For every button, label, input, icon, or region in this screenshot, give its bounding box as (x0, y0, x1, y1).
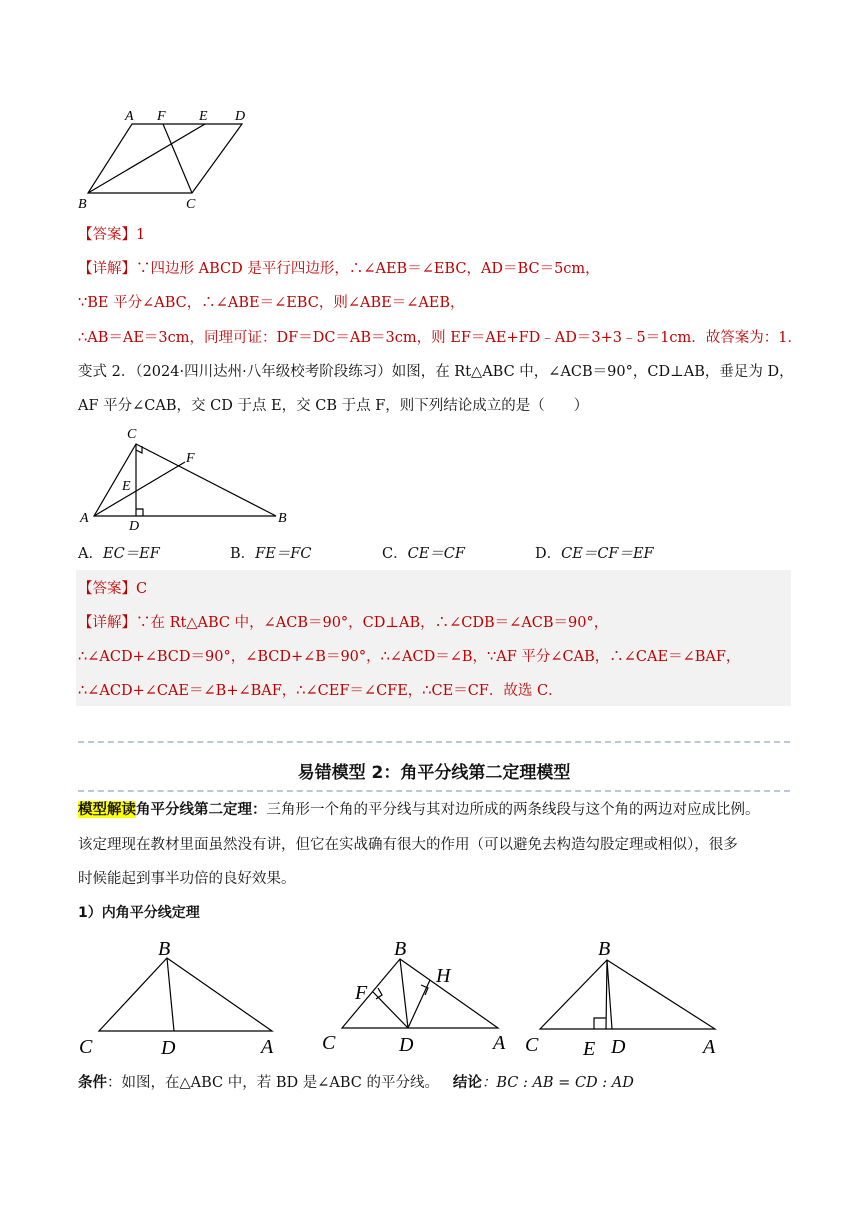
answer-tag: 【答案】 (78, 227, 136, 243)
option-b[interactable] (230, 544, 311, 564)
label-D: D (161, 1037, 176, 1059)
label-C: C (127, 427, 137, 442)
option-c[interactable] (382, 544, 465, 564)
label-D: D (399, 1034, 414, 1056)
option-key: A． (78, 546, 103, 562)
bisector-figure-3 (520, 935, 725, 1065)
label-B: B (394, 938, 407, 960)
option-key: D． (535, 546, 562, 562)
label-B: B (78, 197, 87, 212)
subsection-title: 1）内角平分线定理 (78, 905, 200, 921)
model-line-3: 时候能起到事半功倍的良好效果。 (78, 871, 296, 887)
model-tag: 模型解读 (78, 801, 136, 818)
model-line-1 (78, 800, 760, 820)
detail-tag: 【详解】 (78, 615, 136, 631)
conclusion-tag: 结论 (452, 1074, 482, 1091)
label-A: A (125, 109, 134, 124)
detail-text: ∵四边形 ABCD 是平行四边形，∴∠AEB＝∠EBC，AD＝BC＝5cm， (136, 261, 600, 277)
label-E: E (199, 109, 208, 124)
detail-2-line-3: ∴∠ACD+∠CAE＝∠B+∠BAF，∴∠CEF＝∠CFE，∴CE＝CF．故选 C． (78, 683, 563, 699)
section-divider-top (78, 741, 790, 743)
option-d[interactable] (535, 544, 654, 564)
answer-value: 1 (136, 227, 146, 243)
label-C: C (322, 1032, 336, 1054)
detail-1-line-3: ∴AB＝AE＝3cm，同理可证：DF＝DC＝AB＝3cm，则 EF＝AE+FD﹣AD＝3+3﹣5＝1cm．故答案为：1． (78, 330, 803, 346)
detail-2-line-1 (78, 613, 608, 633)
detail-text: ∵在 Rt△ABC 中，∠ACB＝90°，CD⊥AB，∴∠CDB＝∠ACB＝90°， (136, 615, 609, 631)
label-A: A (493, 1032, 506, 1054)
option-key: B． (230, 546, 256, 562)
label-D: D (235, 109, 246, 124)
condition-text: ：如图，在△ABC 中，若 BD 是∠ABC 的平分线。 (107, 1075, 439, 1091)
answer-2 (78, 579, 147, 599)
detail-tag: 【详解】 (78, 261, 136, 277)
option-key: C． (382, 546, 408, 562)
section-divider-bottom (78, 790, 790, 792)
bisector-figure-1 (74, 935, 289, 1065)
section-title: 易错模型 2：角平分线第二定理模型 (297, 763, 571, 783)
parallelogram-figure (72, 105, 262, 215)
label-F: F (355, 982, 368, 1004)
answer-1 (78, 225, 145, 245)
answer-value: C (136, 581, 148, 597)
label-F: F (157, 109, 166, 124)
model-text: 三角形一个角的平分线与其对边所成的两条线段与这个角的两边对应成比例。 (266, 802, 760, 818)
label-C: C (79, 1036, 93, 1058)
label-C: C (525, 1034, 539, 1056)
label-A: A (261, 1036, 274, 1058)
label-D: D (129, 519, 140, 534)
label-D: D (611, 1036, 626, 1058)
condition-tag: 条件 (78, 1074, 107, 1091)
label-E: E (122, 479, 131, 494)
detail-2-line-2: ∴∠ACD+∠BCD＝90°，∠BCD+∠B＝90°，∴∠ACD＝∠B，∵AF 平分∠CAB，∴∠CAE＝∠BAF， (78, 649, 741, 665)
condition-line (78, 1073, 634, 1093)
conclusion-text: ：BC : AB = CD : AD (481, 1075, 634, 1091)
label-H: H (436, 965, 451, 987)
label-C: C (186, 197, 196, 212)
option-text: CE＝CF (407, 546, 465, 562)
right-triangle-figure (74, 420, 304, 535)
option-text: EC＝EF (102, 546, 160, 562)
label-B: B (598, 938, 611, 960)
option-text: FE＝FC (255, 546, 312, 562)
label-A: A (703, 1036, 716, 1058)
detail-1-line-2: ∵BE 平分∠ABC，∴∠ABE＝∠EBC，则∠ABE＝∠AEB， (78, 295, 465, 311)
answer-tag: 【答案】 (78, 581, 136, 597)
bisector-figure-2 (318, 935, 518, 1065)
question-2-line-2: AF 平分∠CAB，交 CD 于点 E，交 CB 于点 F，则下列结论成立的是（ ） (78, 398, 589, 414)
label-E: E (583, 1038, 596, 1060)
model-term: 角平分线第二定理： (136, 801, 267, 818)
label-B: B (278, 511, 287, 526)
model-line-2: 该定理现在教材里面虽然没有讲，但它在实战确有很大的作用（可以避免去构造勾股定理或相似），很多 (78, 837, 738, 853)
detail-1-line-1 (78, 259, 600, 279)
label-F: F (186, 451, 195, 466)
label-A: A (80, 511, 89, 526)
option-text: CE＝CF＝EF (561, 546, 654, 562)
question-2-line-1: 变式 2．（2024·四川达州·八年级校考阶段练习）如图，在 Rt△ABC 中，∠ACB＝90°，CD⊥AB，垂足为 D， (78, 364, 794, 380)
label-B: B (158, 938, 171, 960)
option-a[interactable] (78, 544, 160, 564)
